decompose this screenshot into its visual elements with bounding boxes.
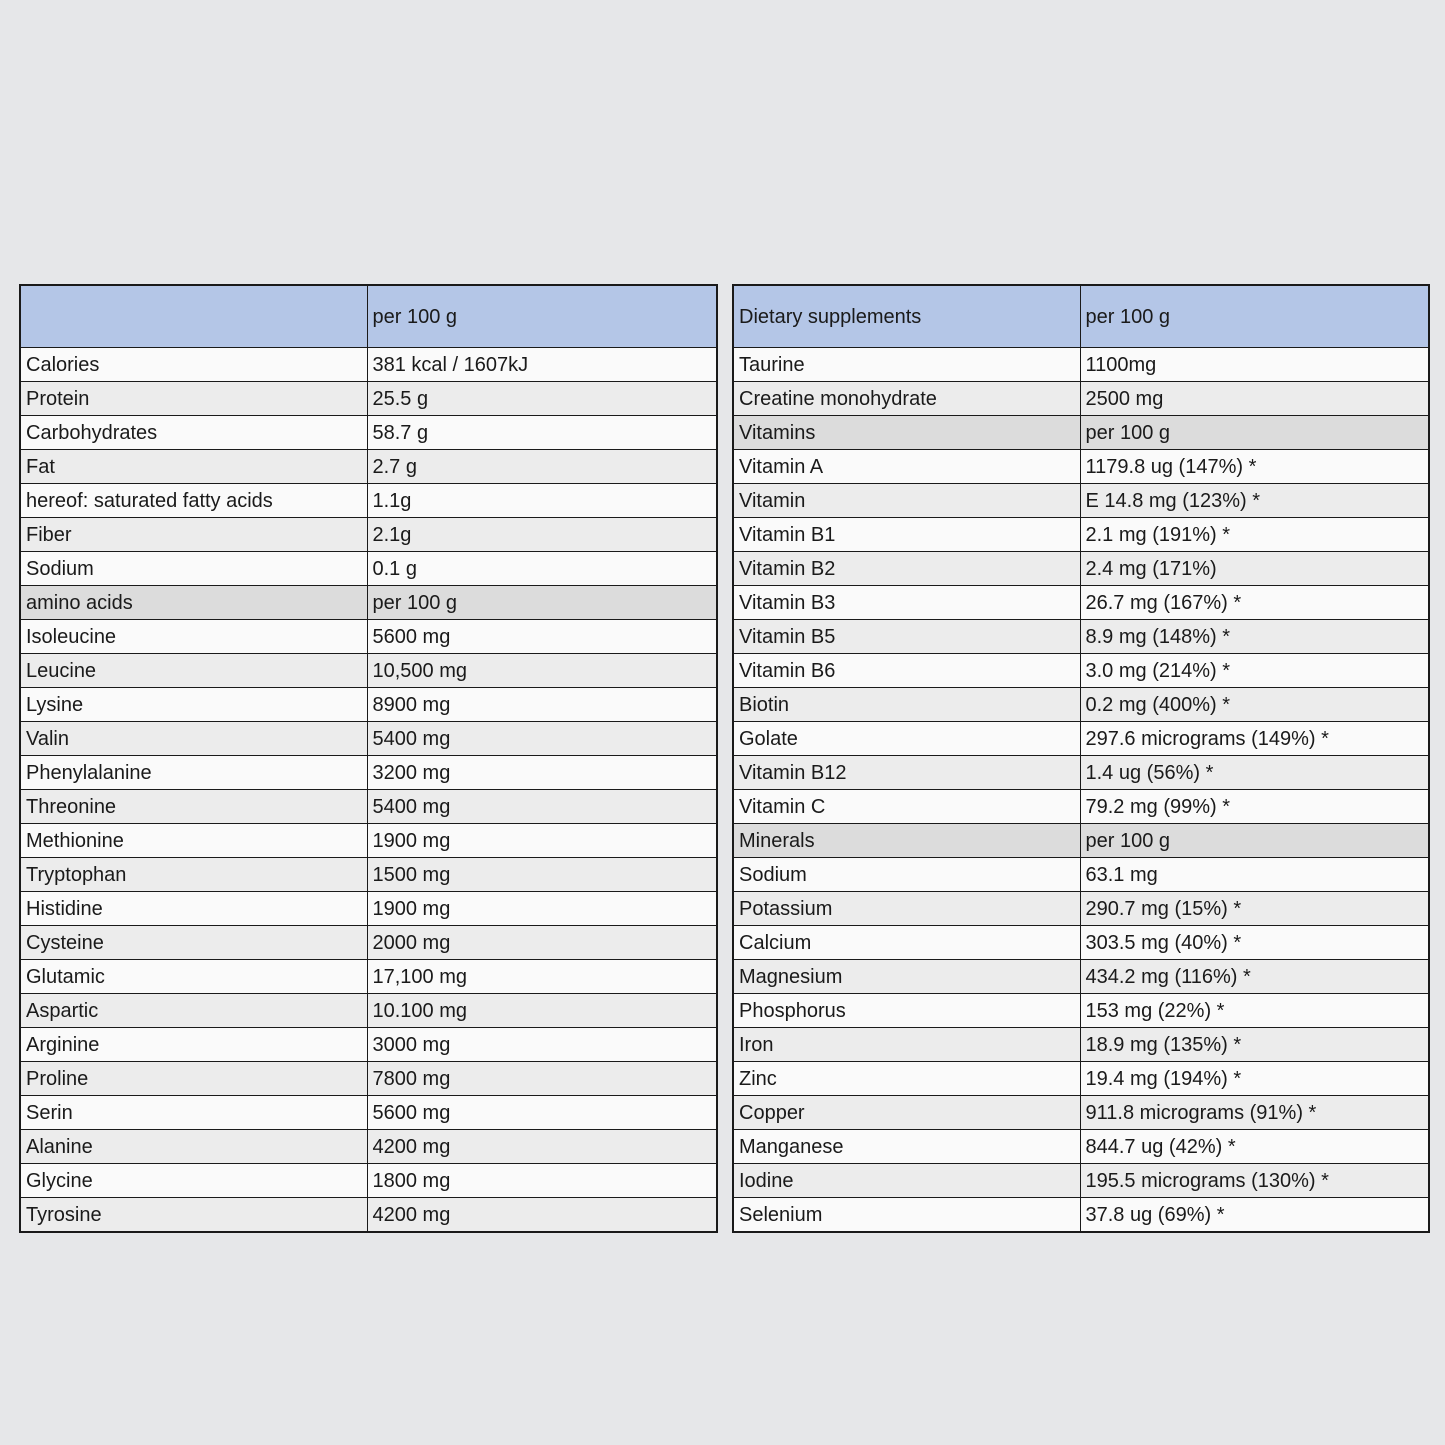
nutrient-name-cell: Vitamin B1 [733,518,1080,552]
table-row [733,518,1429,552]
table-row [20,382,717,416]
supplements-table [732,284,1430,1233]
table-row [20,1164,717,1198]
nutrient-name-cell: Zinc [733,1062,1080,1096]
header-cell-value: per 100 g [1080,285,1429,348]
nutrient-value-cell: 3000 mg [367,1028,717,1062]
nutrient-value-cell: E 14.8 mg (123%) * [1080,484,1429,518]
table-row [20,348,717,382]
section-header-row [733,824,1429,858]
nutrient-name-cell: Golate [733,722,1080,756]
nutrient-value-cell: 290.7 mg (15%) * [1080,892,1429,926]
nutrient-value-cell: 381 kcal / 1607kJ [367,348,717,382]
nutrient-value-cell: 2.4 mg (171%) [1080,552,1429,586]
nutrient-value-cell: 297.6 micrograms (149%) * [1080,722,1429,756]
nutrition-facts-table [19,284,718,1233]
nutrient-name-cell: Phosphorus [733,994,1080,1028]
table-header-row [20,285,717,348]
nutrient-name-cell: Histidine [20,892,367,926]
nutrient-name-cell: Creatine monohydrate [733,382,1080,416]
nutrient-value-cell: 2500 mg [1080,382,1429,416]
nutrient-value-cell: 1900 mg [367,892,717,926]
nutrient-value-cell: 153 mg (22%) * [1080,994,1429,1028]
nutrient-value-cell: 0.1 g [367,552,717,586]
table-row [20,1130,717,1164]
nutrient-value-cell: 79.2 mg (99%) * [1080,790,1429,824]
table-row [733,994,1429,1028]
nutrient-name-cell: Glycine [20,1164,367,1198]
nutrient-value-cell: 63.1 mg [1080,858,1429,892]
nutrient-name-cell: Valin [20,722,367,756]
table-row [20,1028,717,1062]
nutrient-name-cell: Aspartic [20,994,367,1028]
table-row [733,620,1429,654]
nutrient-value-cell: 2.7 g [367,450,717,484]
nutrient-value-cell: 1800 mg [367,1164,717,1198]
table-row [20,552,717,586]
nutrient-name-cell: Vitamins [733,416,1080,450]
nutrient-value-cell: 7800 mg [367,1062,717,1096]
header-cell-value: per 100 g [367,285,717,348]
table-row [20,824,717,858]
nutrient-value-cell: 844.7 ug (42%) * [1080,1130,1429,1164]
nutrient-name-cell: Vitamin [733,484,1080,518]
nutrient-value-cell: 8.9 mg (148%) * [1080,620,1429,654]
nutrient-value-cell: 5600 mg [367,1096,717,1130]
nutrient-name-cell: Lysine [20,688,367,722]
nutrient-value-cell: 911.8 micrograms (91%) * [1080,1096,1429,1130]
table-row [733,586,1429,620]
table-row [20,994,717,1028]
nutrient-value-cell: 1.4 ug (56%) * [1080,756,1429,790]
nutrient-value-cell: per 100 g [367,586,717,620]
table-row [733,688,1429,722]
nutrient-name-cell: Sodium [20,552,367,586]
nutrient-value-cell: 1.1g [367,484,717,518]
table-row [733,790,1429,824]
nutrient-name-cell: Tryptophan [20,858,367,892]
table-row [20,484,717,518]
nutrient-value-cell: 5400 mg [367,790,717,824]
nutrient-value-cell: 37.8 ug (69%) * [1080,1198,1429,1233]
table-row [733,1028,1429,1062]
table-row [733,1130,1429,1164]
nutrient-name-cell: Protein [20,382,367,416]
header-cell-label [20,285,367,348]
nutrient-name-cell: Vitamin B12 [733,756,1080,790]
nutrient-name-cell: Cysteine [20,926,367,960]
nutrient-name-cell: Arginine [20,1028,367,1062]
nutrient-name-cell: Biotin [733,688,1080,722]
nutrient-value-cell: 10,500 mg [367,654,717,688]
nutrient-name-cell: Fat [20,450,367,484]
nutrient-name-cell: Leucine [20,654,367,688]
table-row [733,1062,1429,1096]
table-row [733,892,1429,926]
nutrient-value-cell: 18.9 mg (135%) * [1080,1028,1429,1062]
table-row [733,960,1429,994]
nutrient-name-cell: Calories [20,348,367,382]
nutrient-value-cell: 2000 mg [367,926,717,960]
table-row [733,858,1429,892]
table-row [20,756,717,790]
table-row [733,1164,1429,1198]
nutrient-name-cell: Threonine [20,790,367,824]
nutrient-value-cell: 3200 mg [367,756,717,790]
table-row [20,416,717,450]
nutrient-name-cell: Vitamin C [733,790,1080,824]
nutrient-value-cell: 1900 mg [367,824,717,858]
nutrient-name-cell: Potassium [733,892,1080,926]
nutrient-name-cell: Phenylalanine [20,756,367,790]
nutrient-value-cell: 10.100 mg [367,994,717,1028]
nutrient-name-cell: Iodine [733,1164,1080,1198]
nutrient-name-cell: Fiber [20,518,367,552]
nutrient-value-cell: 19.4 mg (194%) * [1080,1062,1429,1096]
nutrient-value-cell: 195.5 micrograms (130%) * [1080,1164,1429,1198]
table-row [733,1198,1429,1233]
nutrient-value-cell: 5600 mg [367,620,717,654]
table-row [733,926,1429,960]
nutrient-value-cell: 4200 mg [367,1198,717,1233]
nutrient-name-cell: Serin [20,1096,367,1130]
nutrient-value-cell: 25.5 g [367,382,717,416]
nutrient-name-cell: Iron [733,1028,1080,1062]
nutrient-name-cell: Magnesium [733,960,1080,994]
nutrient-name-cell: Vitamin B6 [733,654,1080,688]
nutrient-name-cell: Sodium [733,858,1080,892]
table-row [733,382,1429,416]
nutrient-name-cell: Manganese [733,1130,1080,1164]
table-row [733,654,1429,688]
nutrient-value-cell: per 100 g [1080,824,1429,858]
table-row [733,348,1429,382]
table-row [20,1096,717,1130]
table-row [20,960,717,994]
table-row [20,926,717,960]
table-row [733,722,1429,756]
nutrient-value-cell: per 100 g [1080,416,1429,450]
nutrient-value-cell: 1100mg [1080,348,1429,382]
table-row [20,892,717,926]
table-row [733,450,1429,484]
nutrient-name-cell: hereof: saturated fatty acids [20,484,367,518]
table-row [20,654,717,688]
nutrient-name-cell: Taurine [733,348,1080,382]
nutrient-value-cell: 3.0 mg (214%) * [1080,654,1429,688]
table-row [20,790,717,824]
nutrient-name-cell: Vitamin B2 [733,552,1080,586]
nutrient-name-cell: Methionine [20,824,367,858]
table-row [20,858,717,892]
nutrient-value-cell: 8900 mg [367,688,717,722]
table-row [20,722,717,756]
table-row [733,756,1429,790]
nutrient-name-cell: amino acids [20,586,367,620]
table-row [20,518,717,552]
nutrient-name-cell: Vitamin B5 [733,620,1080,654]
nutrient-value-cell: 58.7 g [367,416,717,450]
nutrient-value-cell: 26.7 mg (167%) * [1080,586,1429,620]
nutrient-name-cell: Copper [733,1096,1080,1130]
table-row [20,450,717,484]
table-row [733,484,1429,518]
section-header-row [733,416,1429,450]
table-header-row [733,285,1429,348]
nutrient-value-cell: 17,100 mg [367,960,717,994]
nutrient-name-cell: Carbohydrates [20,416,367,450]
nutrient-name-cell: Vitamin B3 [733,586,1080,620]
nutrient-value-cell: 0.2 mg (400%) * [1080,688,1429,722]
nutrient-name-cell: Selenium [733,1198,1080,1233]
table-row [20,620,717,654]
nutrient-name-cell: Isoleucine [20,620,367,654]
nutrient-value-cell: 434.2 mg (116%) * [1080,960,1429,994]
table-row [733,1096,1429,1130]
table-row [20,688,717,722]
nutrient-name-cell: Calcium [733,926,1080,960]
table-row [733,552,1429,586]
nutrient-name-cell: Minerals [733,824,1080,858]
nutrient-value-cell: 2.1 mg (191%) * [1080,518,1429,552]
nutrient-value-cell: 1500 mg [367,858,717,892]
nutrient-value-cell: 4200 mg [367,1130,717,1164]
nutrient-name-cell: Vitamin A [733,450,1080,484]
nutrient-name-cell: Proline [20,1062,367,1096]
table-row [20,1198,717,1233]
nutrient-name-cell: Alanine [20,1130,367,1164]
table-row [20,1062,717,1096]
nutrient-value-cell: 303.5 mg (40%) * [1080,926,1429,960]
nutrient-value-cell: 2.1g [367,518,717,552]
nutrient-name-cell: Tyrosine [20,1198,367,1233]
header-cell-label: Dietary supplements [733,285,1080,348]
nutrient-value-cell: 5400 mg [367,722,717,756]
nutrient-value-cell: 1179.8 ug (147%) * [1080,450,1429,484]
nutrient-name-cell: Glutamic [20,960,367,994]
section-header-row [20,586,717,620]
